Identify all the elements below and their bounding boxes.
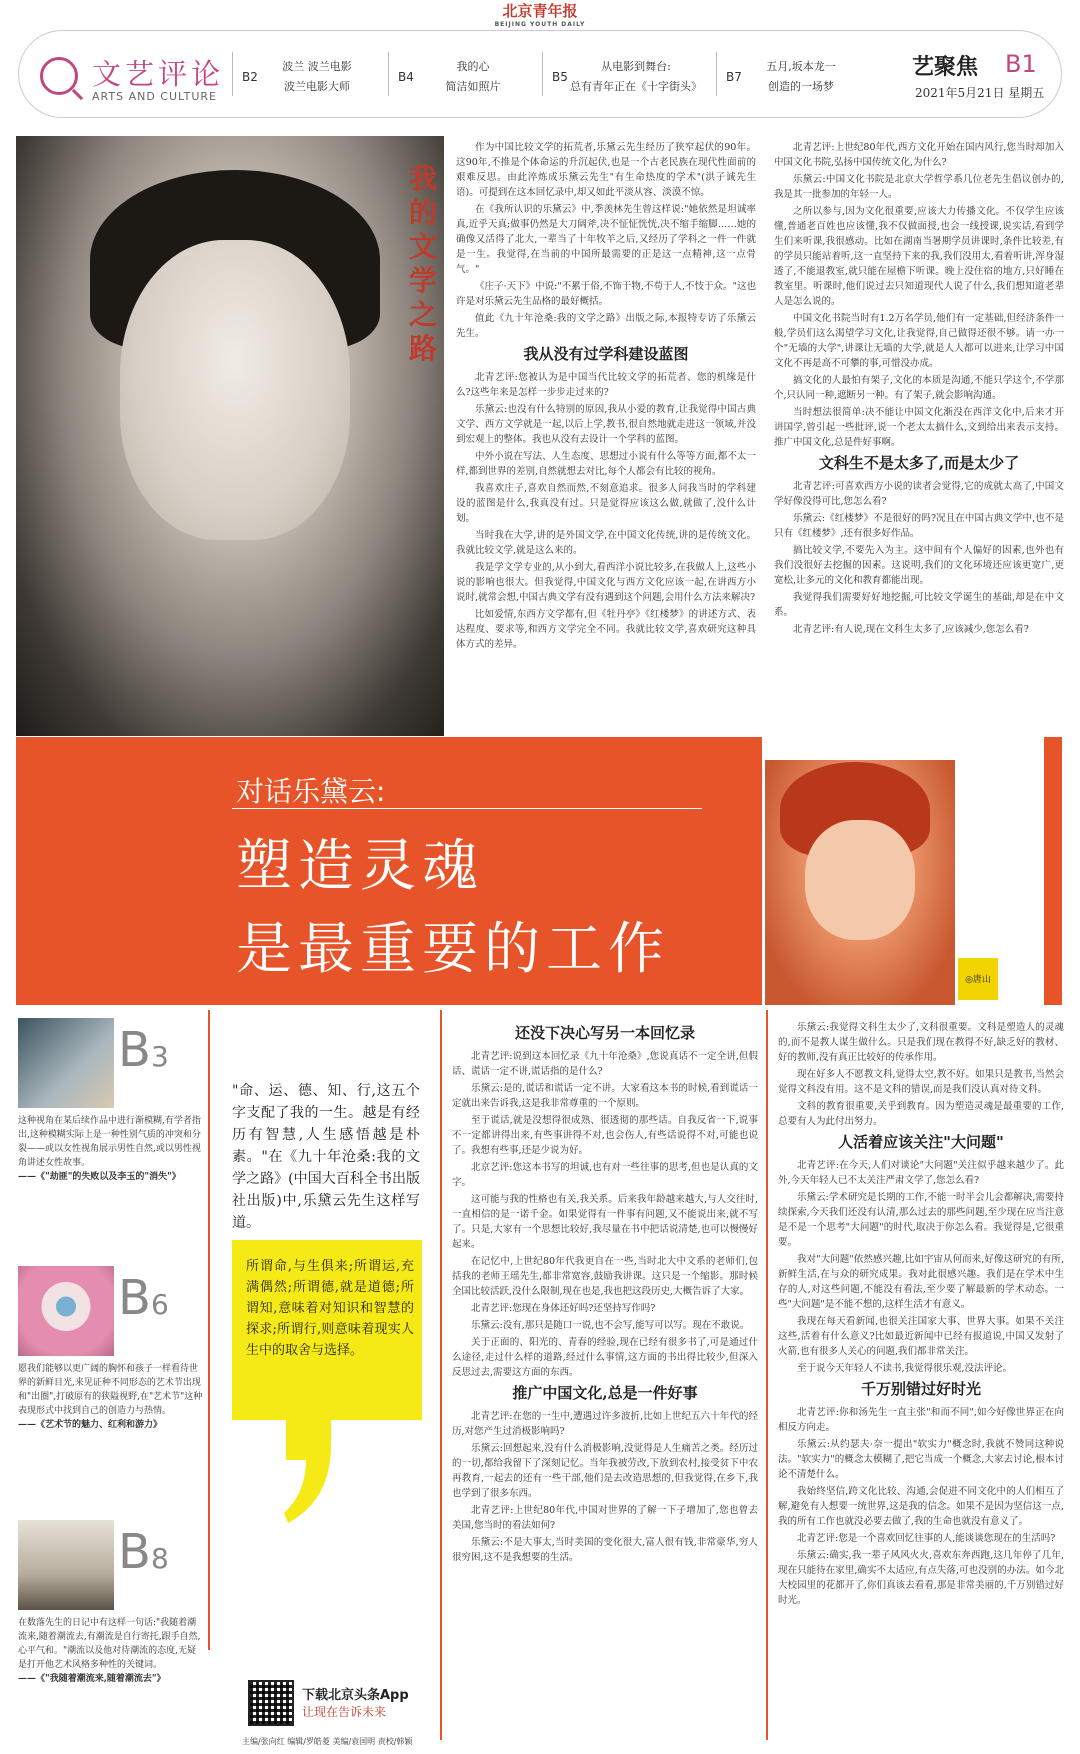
portrait-face	[120, 240, 350, 540]
paragraph: 乐黛云:我觉得文科生太少了,文科很重要。文科是塑造人的灵魂的,而不是教人谋生做什么。只是我们现在教得不好,缺乏好的教材、好的教师,没有真正比较好的传承作用。	[778, 1022, 1064, 1063]
preview-excerpt: 在数落先生的日记中有这样一句话:"我随着潮流来,随着潮流去,有潮流是自行寄托,跟手自然,心平气和。"潮流以及他对待潮流的态度,无疑是打开他艺术风格多种性的关键词。	[18, 1618, 201, 1670]
title-prefix	[236, 770, 385, 810]
paragraph: 北青艺评:在今天,人们对谈论"大问题"关注似乎越来越少了。此外,今天年轻人已不太关注严肃文学了,您怎么看?	[778, 1160, 1064, 1186]
toc-code: B5	[552, 70, 568, 84]
paragraph: 北青艺评:您被认为是中国当代比较文学的拓荒者、您的机缘是什么?这些年来是怎样一步步走过来的?	[456, 372, 756, 398]
vertical-title: 我的文学之路	[408, 162, 437, 365]
paragraph: 北京艺评:您这本书写的坦诚,也有对一些往事的思考,但也是认真的文字。	[452, 1162, 758, 1188]
preview-ref[interactable]: ——《"劫匪"的失败以及李玉的"消失"》	[18, 1172, 181, 1182]
subheading: 我从没有过学科建设蓝图	[523, 345, 689, 363]
article-column-4	[778, 1020, 1064, 1740]
paragraph: 我觉得我们需要好好地挖掘,可比较文学诞生的基础,却是在中文系。	[774, 592, 1064, 618]
toc-code: B4	[398, 70, 414, 84]
headline-line-1: 塑造灵魂	[236, 834, 484, 899]
preview-ref[interactable]: ——《艺术节的魅力、红利和游力》	[18, 1420, 163, 1430]
paragraph: 比如爱情,东西方文学都有,但《牡丹亭》《红楼梦》的讲述方式、表达程度、要求等,和西方文学完全不同。我就比较文学,喜欢研究这种具体方式的差异。	[456, 609, 756, 650]
qr-code[interactable]	[248, 1680, 294, 1726]
toc-line[interactable]: 简洁如照片	[445, 80, 501, 93]
paragraph: 这可能与我的性格也有关,我关系。后来我年龄越来越大,与人交往时,一直相信的是一诺千金。如果觉得有一件事有问题,又不能说出来,就不写了。只是,大家有一个思想比较好,我尽量在书中把话说清楚,也可以慢慢好起来。	[452, 1194, 758, 1250]
paragraph: 北青艺评:你和汤先生一直主张"和而不同",如今好像世界正在向相反方向走。	[778, 1407, 1064, 1433]
title-banner-strip	[1044, 737, 1062, 1005]
paragraph: 北青艺评:在您的一生中,遭遇过许多波折,比如上世纪五六十年代的经历,对您产生过消极影响吗?	[452, 1411, 758, 1437]
title-rule	[232, 808, 702, 809]
paragraph: 乐黛云:是的,谎话和谎话一定不讲。大家看这本书的时候,看到谎话一定就出来告诉我,这是我非常尊重的一个原则。	[452, 1083, 758, 1109]
masthead	[0, 0, 1080, 28]
paragraph: 乐黛云:确实,我一辈子风风火火,喜欢东奔西跑,这几年停了几年,现在只能待在家里,确实不太适应,有点失落,可也没别的办法。如今北大校园里的花都开了,你们真该去看看,那是非常美丽的,千万别错过好时光。	[778, 1550, 1064, 1606]
toc-code: B7	[726, 70, 742, 84]
issue-date: 2021年5月21日 星期五	[915, 86, 1045, 100]
app-promo-title[interactable]: 下载北京头条App	[302, 1688, 409, 1703]
preview-code-number: 6	[150, 1288, 169, 1321]
article-column-1	[456, 140, 756, 730]
preview-text	[18, 1616, 204, 1686]
interviewee-face	[805, 820, 915, 940]
subheading: 千万别错过好时光	[860, 1380, 981, 1398]
title-prefix-text: 对话	[236, 775, 293, 808]
masthead-en: BEIJING YOUTH DAILY	[494, 21, 586, 28]
paragraph: 我喜欢庄子,喜欢自然而然,不刻意追求。很多人问我当时的学科建设的蓝图是什么,我真没有过。只是觉得应该这么做,就做了,没什么计划。	[456, 483, 756, 524]
paragraph: 作为中国比较文学的拓荒者,乐黛云先生经历了狭窄起伏的90年。这90年,不推是个体命运的升沉起伏,也是一个古老民族在现代性面前的艰难反思。由此淬炼成乐黛云先生"有生命热度的学术"(洪子诚先生语)。可提到在这本回忆录中,却又如此平淡从容、淡漠不惊。	[456, 142, 756, 198]
column-rule	[440, 1010, 442, 1740]
preview-page-code[interactable]	[118, 1022, 169, 1078]
paragraph: 至于说今天年轻人不读书,我觉得很乐观,没法评论。	[797, 1363, 1013, 1374]
paragraph: 乐黛云:中国文化书院是北京大学哲学系几位老先生倡议创办的,我是其一批参加的年轻一人。	[774, 174, 1064, 200]
preview-code-number: 3	[150, 1040, 169, 1073]
toc-divider	[388, 52, 389, 96]
subheading: 推广中国文化,总是一件好事	[512, 1384, 698, 1402]
paragraph: 北青艺评:说到这本回忆录《九十年沧桑》,您说真话不一定全讲,但假话、谎话一定不讲,谎话指的是什么?	[452, 1051, 758, 1077]
preview-code-letter: B	[118, 1022, 151, 1078]
page-number: B1	[1005, 50, 1037, 78]
preview-code-letter: B	[118, 1524, 151, 1580]
paragraph: 在记忆中,上世纪80年代我更自在一些,当时北大中文系的老师们,包括我的老师王瑶先生,都非常宽容,鼓励我讲课。这只是一个缩影。那时候全国比较活跃,没什么限制,现在也是,我也把这段历史,大概告诉了大家。	[452, 1256, 758, 1297]
preview-excerpt: 愿我们能够以更广阔的胸怀和孩子一样看待世界的新鲜目光,来见证种不同形态的艺术节出现和"出圈",打破原有的狭隘视野,在"艺术节"这种表现形式中找到自己的创造力与热情。	[18, 1364, 203, 1416]
preview-page-code[interactable]	[118, 1270, 169, 1326]
preview-thumbnail[interactable]	[18, 1266, 114, 1356]
subheading: 还没下决心写另一本回忆录	[514, 1024, 695, 1042]
preview-text	[18, 1362, 204, 1432]
paragraph: 我对"大问题"依然感兴趣,比如宇宙从何而来,好像这研究的有所,新鲜生活,在与众的研究成果。我对此很感兴趣。我们是在学术中生存的人,对这些问题,不能没有看法,至少要了解最新的学术动态。一些"大问题"是不能不想的,这样生活才有意义。	[778, 1254, 1064, 1310]
article-column-2	[774, 140, 1064, 730]
paragraph: 《庄子·天下》中说:"不累于俗,不饰于物,不苟于人,不忮于众。"这也许是对乐黛云先生品格的最好概括。	[456, 281, 756, 307]
toc-line[interactable]: 波兰 波兰电影	[282, 60, 352, 73]
pull-quote: "命、运、德、知、行,这五个字支配了我的一生。越是有经历有智慧,人生感悟越是朴素。"在《九十年沧桑:我的文学之路》(中国大百科全书出版社出版)中,乐黛云先生这样写道。	[232, 1083, 420, 1231]
focus-label: 艺聚焦	[912, 54, 979, 80]
paragraph: 中国文化书院当时有1.2万名学员,他们有一定基础,但经济条件一般,学员们这么渴望学习文化,让我觉得,自己做得还很不够。请一办一个"无墙的大学",讲课让无墙的大学,就是人人都可以进来,让学习中国文化不再是高不可攀的事,可惜没办成。	[774, 313, 1064, 369]
paragraph: 当时我在大学,讲的是外国文学,在中国文化传统,讲的是传统文化。我就比较文学,就是这么来的。	[456, 530, 756, 556]
subheading: 文科生不是太多了,而是太少了	[818, 454, 1020, 472]
paragraph: 关于正面的、阳光的、青春的经验,现在已经有很多书了,可是通过什么途径,走过什么样的道路,经过什么事情,这方面的书出得比较少,但深入反思过去,需要这方面的东西。	[452, 1337, 758, 1378]
toc-line[interactable]: 总有青年正在《十字街头》	[570, 80, 702, 93]
comma-ornament	[276, 1405, 336, 1525]
preview-thumbnail[interactable]	[18, 1018, 114, 1108]
paragraph: 我始终坚信,跨文化比较、沟通,会促进不同文化中的人们相互了解,避免有人想要一统世界,这是我的信念。如果不是因为坚信这一点,我的所有工作也就没必要去做了,我的生命也就没有意义了。	[778, 1486, 1064, 1527]
preview-ref[interactable]: ——《"我随着潮流来,随着潮流去"》	[18, 1674, 166, 1684]
masthead-title: 北京青年报	[502, 2, 578, 20]
toc-divider	[232, 52, 233, 96]
paragraph: 搞比较文学,不要先入为主。这中间有个人偏好的因素,也外也有我们没很好去挖掘的因素。这说明,我们的文化环境还应该更宽广,更宽松,让多元的文化和教育都能出现。	[774, 545, 1064, 586]
paragraph: 乐黛云:《红楼梦》不是很好的吗?况且在中国古典文学中,也不是只有《红楼梦》,还有很多好作品。	[774, 513, 1064, 539]
toc-line[interactable]: 五月,坂本龙一	[766, 60, 836, 73]
toc-line[interactable]: 从电影到舞台:	[601, 60, 671, 73]
staff-credits: 主编/张向红 编辑/罗皓菱 美编/袁国明 责校/韩颖	[242, 1737, 413, 1746]
paragraph: 我现在每天看新闻,也很关注国家大事、世界大事。如果不关注这些,活着有什么意义?比如最近新闻中已经有报道说,中国又发射了火箭,也有很多人关心的问题,我们都非常关注。	[778, 1316, 1064, 1357]
preview-thumbnail[interactable]	[18, 1520, 114, 1610]
toc-divider	[542, 52, 543, 96]
title-name: 乐黛云:	[292, 775, 386, 808]
column-rule	[766, 1010, 768, 1740]
article-column-3	[452, 1020, 758, 1740]
paragraph: 北青艺评:上世纪80年代,西方文化开始在国内风行,您当时却加入中国文化书院,弘扬中国传统文化,为什么?	[774, 142, 1064, 168]
preview-excerpt: 这种视角在某后续作品中进行渐模糊,有学者指出,这种模糊实际上是一种性别气质的冲突和分裂——或以女性视角展示男性自然,或以男性视角讲述女性故事。	[18, 1116, 201, 1168]
preview-page-code[interactable]	[118, 1524, 169, 1580]
highlight-quote: 所谓命,与生俱来;所谓运,充满偶然;所谓德,就是道德;所谓知,意味着对知识和智慧的探求;所谓行,则意味着现实人生中的取舍与选择。	[246, 1259, 414, 1358]
paragraph: 我是学文学专业的,从小到大,看西洋小说比较多,在我做人上,这些小说的影响也很大。但我觉得,中国文化与西方文化应该一起,在讲西方小说时,就常会想,中国古典文学有没有遇到这个问题,会用什么方法来解决?	[456, 562, 756, 603]
paragraph: 搞文化的人最怕有架子,文化的本质是沟通,不能只学这个,不学那个,只认同一种,遮断另一种。有了架子,就会影响沟通。	[774, 375, 1064, 401]
paragraph: 中外小说在写法、人生态度、思想过小说有什么等等方面,都不太一样,都到世界的差别,自然就想去对比,每个人都会有比较的视角。	[456, 451, 756, 477]
paragraph: 当时想法很简单:决不能让中国文化渐没在西洋文化中,后来才开讲国学,曾引起一些批评,说一个老太太搞什么,文到给出来表示支持。推广中国文化,总是件好事啊。	[774, 407, 1064, 448]
paragraph: 北青艺评:可喜欢西方小说的读者会觉得,它的成就太高了,中国文学好像没得可比,您怎么看?	[774, 481, 1064, 507]
column-rule	[208, 1010, 210, 1650]
section-title: 文艺评论	[92, 57, 225, 91]
photo-credit: ◎唐山	[958, 958, 998, 1000]
paragraph: 值此《九十年沧桑:我的文学之路》出版之际,本报特专访了乐黛云先生。	[456, 313, 756, 339]
preview-code-letter: B	[118, 1270, 151, 1326]
toc-line[interactable]: 我的心	[456, 60, 490, 73]
subheading: 人活着应该关注"大问题"	[838, 1133, 1004, 1151]
paragraph: 乐黛云:回想起来,没有什么消极影响,没觉得是人生痛苦之类。经历过的一切,都给我留下了深刻记忆。当年我被劳改,下放到农村,接受贫下中农再教育,一起去的还有一些干部,他们是去改造思想的,但我觉得,在乡下,我也学到了很多东西。	[452, 1443, 758, 1499]
paragraph: 北青艺评:有人说,现在文科生太多了,应该减少,您怎么看?	[793, 624, 1029, 635]
paragraph: 乐黛云:没有,那只是随口一说,也不会写,能写可以写。现在不敢说。	[471, 1320, 750, 1331]
paragraph: 乐黛云:不是大事太,当时美国的变化很大,富人很有钱,非常豪华,穷人很穷困,这不是我想要的生活。	[452, 1537, 758, 1563]
toc-code: B2	[242, 70, 258, 84]
paragraph: 北青艺评:您现在身体还好吗?还坚持写作吗?	[471, 1303, 656, 1314]
paragraph: 北青艺评:上世纪80年代,中国对世界的了解一下子增加了,您也曾去美国,您当时的看法如何?	[452, 1505, 758, 1531]
toc-line[interactable]: 创造的一场梦	[768, 80, 834, 93]
paragraph: 乐黛云:也没有什么特别的原因,我从小爱的教育,让我觉得中国古典文学、西方文学就是一起,以后上学,教书,很自然地就走进这一领域,并没到宏观上的整体。我也从没有去设计一个学科的蓝图。	[456, 404, 756, 445]
preview-code-number: 8	[150, 1542, 169, 1575]
preview-text	[18, 1114, 204, 1184]
paragraph: 至于谎话,就是没想得很成熟、很透彻的那些话。自我反省一下,说事不一定都讲得出来,有些事讲得不对,也会伤人,有些话说得不对,可能也说了。我想有些事,还是少说为好。	[452, 1115, 758, 1156]
section-subtitle: ARTS AND CULTURE	[92, 90, 217, 103]
search-icon[interactable]	[40, 57, 78, 95]
toc-line[interactable]: 波兰电影大师	[284, 80, 350, 93]
paragraph: 之所以参与,因为文化很重要,应该大力传播文化。不仅学生应该懂,普通老百姓也应该懂,我不仅做面授,也会一线授课,说实话,看到学生们来听课,我很感动。比如在湖南当暑期学员讲课时,条件比较差,有的学员只能站着听,这一直坚持下来的我,我们没用太,看着听讲,浑身湿透了,不能退教室,就只能在屋檐下听课。晚上没住宿的地方,只好睡在教室里。听课时,他们说过去只知道现代人说了什么,我们想知道老辈人是怎么说的。	[774, 206, 1064, 307]
toc-divider	[716, 52, 717, 96]
app-promo-slogan: 让现在告诉未来	[302, 1705, 387, 1719]
paragraph: 在《我所认识的乐黛云》中,季羡林先生曾这样说:"她依然是坦诚率真,近乎天真;做事仍然是大刀阔斧,决不怔怔恍恍,决不缩手缩脚……她的确像又活得了北大,一辈当了十年牧羊之后,又经历了学科之一件一件就是一生。我觉得,在当前的中国所最需要的正是这一点精神,这一点骨气。"	[456, 204, 756, 275]
paragraph: 北青艺评:您是一个喜欢回忆往事的人,能谈谈您现在的生活吗?	[797, 1533, 1056, 1544]
paragraph: 文科的教育很重要,关乎到教育。因为塑造灵魂是最重要的工作,总要有人为此付出努力。	[778, 1101, 1064, 1127]
paragraph: 现在好多人不愿教文科,觉得太空,教不好。如果只是教书,当然会觉得文科没有用。这不是文科的错误,而是我们没认真对待文科。	[778, 1069, 1064, 1095]
paragraph: 乐黛云:学术研究是长期的工作,不能一时半会儿会都解决,需要持续探索,今天我们还没有认清,那么过去的那些问题,至少现在应当注意是不是一个思考"大问题"的时代,取决于你怎么看。我觉得是,它很重要。	[778, 1192, 1064, 1248]
paragraph: 乐黛云:从约瑟夫·奈一提出"软实力"概念时,我就不赞同这种说法。"软实力"的概念太模糊了,把它当成一个概念,大家去讨论,根本讨论不清楚什么。	[778, 1439, 1064, 1480]
headline-line-2: 是最重要的工作	[236, 917, 670, 982]
